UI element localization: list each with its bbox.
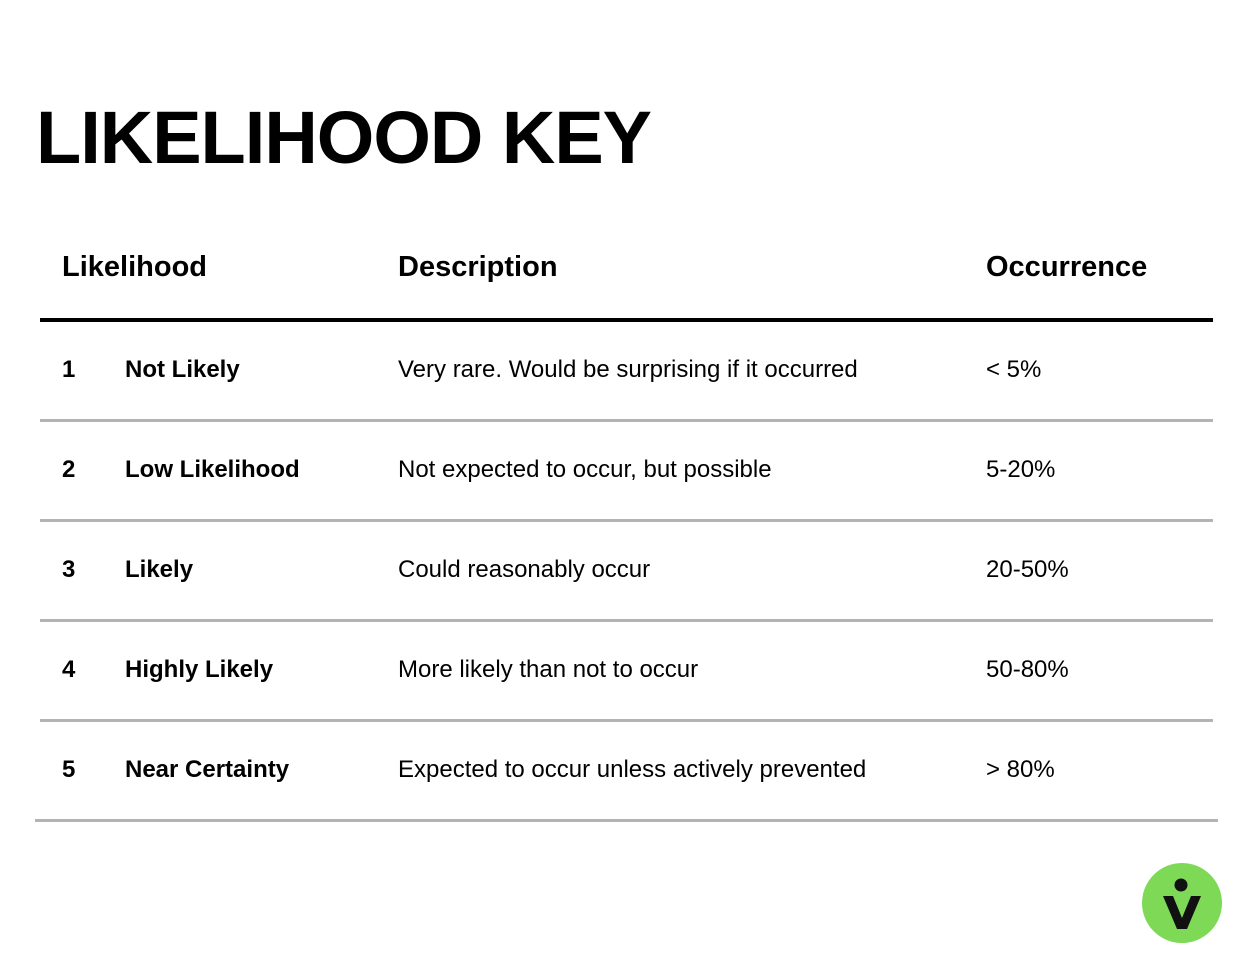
row-description: Could reasonably occur xyxy=(398,556,651,583)
row-description: More likely than not to occur xyxy=(398,656,699,683)
v-logo-glyph xyxy=(1142,863,1222,943)
page-title: LIKELIHOOD KEY xyxy=(36,96,652,179)
row-number: 4 xyxy=(62,656,76,683)
header-description: Description xyxy=(398,251,558,283)
likelihood-table xyxy=(40,232,1213,822)
row-description: Very rare. Would be surprising if it occurred xyxy=(398,356,858,383)
row-occurrence: < 5% xyxy=(986,356,1042,383)
row-likelihood-level: Likely xyxy=(125,556,194,583)
row-occurrence: > 80% xyxy=(986,756,1055,783)
row-occurrence: 5-20% xyxy=(986,456,1056,483)
row-occurrence: 50-80% xyxy=(986,656,1069,683)
table-row xyxy=(35,722,1218,822)
header-occurrence: Occurrence xyxy=(986,251,1148,283)
table-row xyxy=(40,422,1213,522)
row-likelihood-level: Highly Likely xyxy=(125,656,274,683)
row-occurrence: 20-50% xyxy=(986,556,1069,583)
row-number: 5 xyxy=(62,756,76,783)
row-likelihood-level: Near Certainty xyxy=(125,756,290,783)
row-likelihood-level: Not Likely xyxy=(125,356,240,383)
row-number: 1 xyxy=(62,356,76,383)
row-description: Expected to occur unless actively prevented xyxy=(398,756,867,783)
row-description: Not expected to occur, but possible xyxy=(398,456,772,483)
header-likelihood: Likelihood xyxy=(62,251,207,283)
table-row xyxy=(40,522,1213,622)
v-logo-icon xyxy=(1142,863,1222,943)
table-header-row xyxy=(40,232,1213,322)
row-likelihood-level: Low Likelihood xyxy=(125,456,300,483)
table-row xyxy=(40,622,1213,722)
row-number: 3 xyxy=(62,556,76,583)
table-row xyxy=(40,322,1213,422)
row-number: 2 xyxy=(62,456,76,483)
